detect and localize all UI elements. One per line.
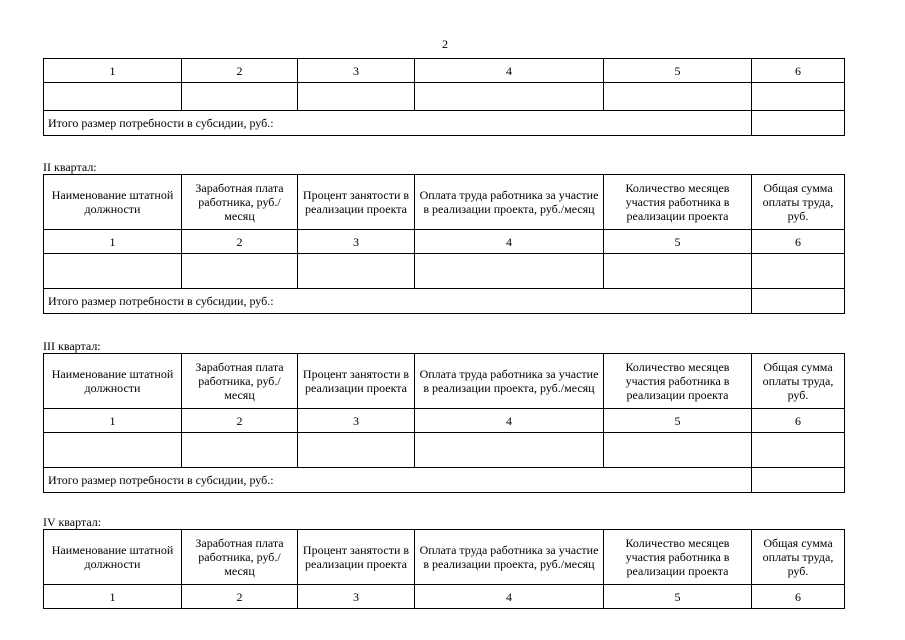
empty-cell[interactable] (44, 254, 182, 289)
column-number: 2 (182, 230, 298, 254)
empty-data-row (44, 254, 845, 289)
column-number: 2 (182, 409, 298, 433)
header-project-pay: Оплата труда работника за участие в реализации проекта, руб./месяц (415, 354, 604, 409)
column-number-row (44, 230, 845, 254)
column-number: 4 (415, 59, 604, 83)
column-number: 4 (415, 409, 604, 433)
total-label: Итого размер потребности в субсидии, руб.: (44, 111, 752, 136)
total-value-cell[interactable] (752, 289, 845, 314)
empty-cell[interactable] (298, 83, 415, 111)
quarter-2-table (43, 174, 845, 314)
header-row (44, 175, 845, 230)
header-row (44, 530, 845, 585)
empty-cell[interactable] (44, 83, 182, 111)
empty-cell[interactable] (752, 83, 845, 111)
column-number: 5 (604, 59, 752, 83)
header-salary: Заработная плата работника, руб./месяц (182, 354, 298, 409)
column-number: 6 (752, 585, 845, 609)
quarter-3-label: III квартал: (43, 339, 101, 353)
header-employment-percent: Процент занятости в реализации проекта (298, 530, 415, 585)
empty-cell[interactable] (604, 83, 752, 111)
column-number: 1 (44, 59, 182, 83)
header-salary: Заработная плата работника, руб./месяц (182, 530, 298, 585)
header-total-pay: Общая сумма оплаты труда, руб. (752, 175, 845, 230)
empty-cell[interactable] (604, 254, 752, 289)
empty-cell[interactable] (182, 83, 298, 111)
total-row (44, 468, 845, 493)
empty-cell[interactable] (298, 433, 415, 468)
column-number: 3 (298, 59, 415, 83)
empty-data-row (44, 83, 845, 111)
empty-cell[interactable] (415, 433, 604, 468)
column-number: 1 (44, 230, 182, 254)
empty-cell[interactable] (604, 433, 752, 468)
header-position-name: Наименование штатной должности (44, 175, 182, 230)
total-label: Итого размер потребности в субсидии, руб.: (44, 289, 752, 314)
header-salary: Заработная плата работника, руб./месяц (182, 175, 298, 230)
empty-cell[interactable] (44, 433, 182, 468)
header-project-pay: Оплата труда работника за участие в реализации проекта, руб./месяц (415, 530, 604, 585)
column-number-row (44, 409, 845, 433)
column-number: 1 (44, 585, 182, 609)
column-number: 6 (752, 409, 845, 433)
column-number: 5 (604, 409, 752, 433)
empty-data-row (44, 433, 845, 468)
column-number: 2 (182, 59, 298, 83)
header-project-pay: Оплата труда работника за участие в реализации проекта, руб./месяц (415, 175, 604, 230)
empty-cell[interactable] (415, 254, 604, 289)
quarter-3-table (43, 353, 845, 493)
header-row (44, 354, 845, 409)
column-number-row (44, 59, 845, 83)
column-number: 1 (44, 409, 182, 433)
empty-cell[interactable] (182, 433, 298, 468)
column-number: 3 (298, 230, 415, 254)
header-total-pay: Общая сумма оплаты труда, руб. (752, 530, 845, 585)
total-row (44, 289, 845, 314)
total-row (44, 111, 845, 136)
empty-cell[interactable] (752, 254, 845, 289)
column-number: 5 (604, 585, 752, 609)
quarter-4-table (43, 529, 845, 609)
quarter-2-label: II квартал: (43, 160, 97, 174)
column-number-row (44, 585, 845, 609)
column-number: 3 (298, 409, 415, 433)
header-months-count: Количество месяцев участия работника в реализации проекта (604, 530, 752, 585)
header-position-name: Наименование штатной должности (44, 354, 182, 409)
empty-cell[interactable] (752, 433, 845, 468)
header-total-pay: Общая сумма оплаты труда, руб. (752, 354, 845, 409)
header-employment-percent: Процент занятости в реализации проекта (298, 175, 415, 230)
quarter-1-table-continuation (43, 58, 845, 136)
column-number: 6 (752, 59, 845, 83)
column-number: 5 (604, 230, 752, 254)
quarter-4-label: IV квартал: (43, 515, 102, 529)
total-value-cell[interactable] (752, 111, 845, 136)
column-number: 6 (752, 230, 845, 254)
header-position-name: Наименование штатной должности (44, 530, 182, 585)
empty-cell[interactable] (298, 254, 415, 289)
total-label: Итого размер потребности в субсидии, руб.: (44, 468, 752, 493)
total-value-cell[interactable] (752, 468, 845, 493)
column-number: 4 (415, 585, 604, 609)
column-number: 2 (182, 585, 298, 609)
header-employment-percent: Процент занятости в реализации проекта (298, 354, 415, 409)
column-number: 3 (298, 585, 415, 609)
header-months-count: Количество месяцев участия работника в реализации проекта (604, 354, 752, 409)
page-number: 2 (442, 37, 448, 51)
empty-cell[interactable] (182, 254, 298, 289)
empty-cell[interactable] (415, 83, 604, 111)
column-number: 4 (415, 230, 604, 254)
header-months-count: Количество месяцев участия работника в реализации проекта (604, 175, 752, 230)
